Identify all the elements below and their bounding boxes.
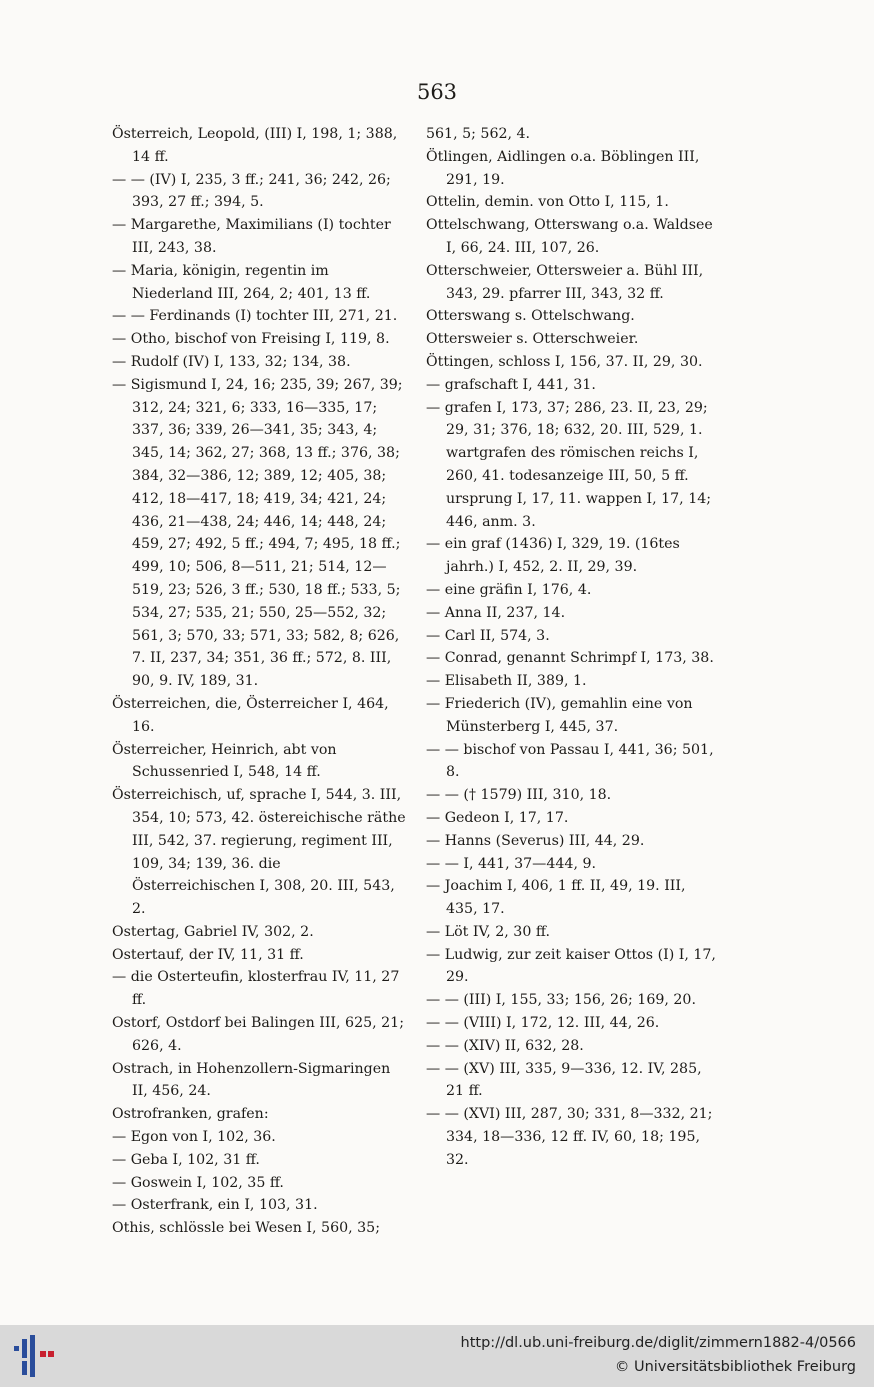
index-entry: — — (XIV) II, 632, 28. — [426, 1037, 584, 1054]
index-entry: Ostorf, Ostdorf bei Balingen III, 625, 21; 626, 4. — [112, 1015, 404, 1054]
index-entry: — — (VIII) I, 172, 12. III, 44, 26. — [426, 1015, 660, 1032]
index-column-left — [112, 123, 406, 1240]
index-entry: — — (III) I, 155, 33; 156, 26; 169, 20. — [426, 992, 696, 1009]
index-entry: Österreich, Leopold, (III) I, 198, 1; 388, 14 ff. — [112, 126, 398, 165]
index-entry: Ostertag, Gabriel IV, 302, 2. — [112, 923, 314, 940]
index-entry: — Egon von I, 102, 36. — [112, 1129, 276, 1146]
index-entry: Ottersweier s. Otterschweier. — [426, 331, 639, 348]
footer-bar — [0, 1325, 874, 1387]
index-entry: — Gedeon I, 17, 17. — [426, 809, 569, 826]
index-entry: — Maria, königin, regentin im Niederland III, 264, 2; 401, 13 ff. — [112, 262, 371, 302]
index-entry: Öttingen, schloss I, 156, 37. II, 29, 30. — [426, 353, 703, 370]
index-entry: Ötlingen, Aidlingen o.a. Böblingen III, 291, 19. — [426, 148, 700, 188]
source-url[interactable]: http://dl.ub.uni-freiburg.de/diglit/zimmern1882-4/0566 — [460, 1335, 856, 1351]
index-entry: — Conrad, genannt Schrimpf I, 173, 38. — [426, 650, 714, 667]
index-entry: — Ludwig, zur zeit kaiser Ottos (I) I, 17, 29. — [426, 946, 716, 986]
index-entry: — Rudolf (IV) I, 133, 32; 134, 38. — [112, 353, 351, 370]
index-entry: Otterschweier, Ottersweier a. Bühl III, 343, 29. pfarrer III, 343, 32 ff. — [426, 262, 704, 302]
index-entry: 561, 5; 562, 4. — [426, 126, 531, 142]
index-entry: — Anna II, 237, 14. — [426, 604, 566, 621]
index-entry: Ostrofranken, grafen: — [112, 1106, 269, 1123]
index-entry: — Joachim I, 406, 1 ff. II, 49, 19. III, 435, 17. — [426, 878, 686, 918]
index-entry: — — (XV) III, 335, 9—336, 12. IV, 285, 21 ff. — [426, 1060, 702, 1100]
index-entry: Otterswang s. Ottelschwang. — [426, 308, 635, 325]
index-entry: — Hanns (Severus) III, 44, 29. — [426, 832, 645, 849]
index-entry: Othis, schlössle bei Wesen I, 560, 35; — [112, 1220, 380, 1237]
index-entry: — — Ferdinands (I) tochter III, 271, 21. — [112, 308, 398, 325]
index-entry: — Friederich (IV), gemahlin eine von Münsterberg I, 445, 37. — [426, 695, 693, 735]
index-entry: — — I, 441, 37—444, 9. — [426, 855, 596, 872]
index-entry: — Margarethe, Maximilians (I) tochter III, 243, 38. — [112, 217, 391, 256]
index-entry: Ostertauf, der IV, 11, 31 ff. — [112, 946, 304, 963]
index-entry: Österreichisch, uf, sprache I, 544, 3. III, 354, 10; 573, 42. östereichische räthe III, 542, 37. regierung, regiment III, 109, 34; 139, 36. die Österreichischen I, 308, 20. III, 543, 2. — [112, 787, 406, 918]
index-entry: — Osterfrank, ein I, 103, 31. — [112, 1197, 318, 1214]
page-number: 563 — [416, 80, 458, 104]
index-entry: — — bischof von Passau I, 441, 36; 501, 8. — [426, 741, 714, 781]
index-entry: Österreichen, die, Österreicher I, 464, 16. — [112, 695, 389, 735]
index-entry: — die Osterteufin, klosterfrau IV, 11, 27 ff. — [112, 969, 400, 1009]
index-entry: — Geba I, 102, 31 ff. — [112, 1151, 260, 1168]
index-entry: — eine gräfin I, 176, 4. — [426, 581, 592, 598]
ub-freiburg-logo-icon — [12, 1333, 56, 1379]
copyright-notice: © Universitätsbibliothek Freiburg — [614, 1359, 856, 1375]
index-entry: — Carl II, 574, 3. — [426, 627, 550, 644]
index-entry: — ein graf (1436) I, 329, 19. (16tes jahrh.) I, 452, 2. II, 29, 39. — [426, 536, 680, 576]
index-entry: Ostrach, in Hohenzollern-Sigmaringen II, 456, 24. — [112, 1060, 391, 1100]
index-entry: — Löt IV, 2, 30 ff. — [426, 923, 550, 940]
index-entry: Ottelin, demin. von Otto I, 115, 1. — [426, 194, 669, 211]
index-entry: — — (XVI) III, 287, 30; 331, 8—332, 21; 334, 18—336, 12 ff. IV, 60, 18; 195, 32. — [426, 1106, 713, 1168]
index-entry: — grafschaft I, 441, 31. — [426, 376, 596, 393]
index-entry: — — (IV) I, 235, 3 ff.; 241, 36; 242, 26; 393, 27 ff.; 394, 5. — [112, 171, 391, 211]
index-entry: — Sigismund I, 24, 16; 235, 39; 267, 39; 312, 24; 321, 6; 333, 16—335, 17; 337, 36; 339, 26—341, 35; 343, 4; 345, 14; 362, 27; 368, 13 ff.; 376, 38; 384, 32—386, 12; 389, 12; 405, 38; 412, 18—417, 18; 419, 34; 421, 24; 436, 21—438, 24; 446, 14; 448, 24; 459, 27; 492, 5 ff.; 494, 7; 495, 18 ff.; 499, 10; 506, 8—511, 21; 514, 12—519, 23; 526, 3 ff.; 530, 18 ff.; 533, 5; 534, 27; 535, 21; 550, 25—552, 32; 561, 3; 570, 33; 571, 33; 582, 8; 626, 7. II, 237, 34; 351, 36 ff.; 572, 8. III, 90, 9. IV, 189, 31. — [112, 376, 403, 690]
index-entry: — grafen I, 173, 37; 286, 23. II, 23, 29; 29, 31; 376, 18; 632, 20. III, 529, 1. wartgrafen des römischen reichs I, 260, 41. todesanzeige III, 50, 5 ff. ursprung I, 17, 11. wappen I, 17, 14; 446, anm. 3. — [426, 399, 712, 530]
index-entry: — Goswein I, 102, 35 ff. — [112, 1174, 284, 1191]
index-entry: Ottelschwang, Otterswang o.a. Waldsee I, 66, 24. III, 107, 26. — [426, 217, 713, 256]
index-entry: — Otho, bischof von Freising I, 119, 8. — [112, 331, 390, 348]
index-entry: Österreicher, Heinrich, abt von Schussenried I, 548, 14 ff. — [112, 741, 337, 781]
index-entry: — — († 1579) III, 310, 18. — [426, 787, 612, 804]
index-entry: — Elisabeth II, 389, 1. — [426, 673, 587, 690]
index-column-right — [426, 123, 716, 1172]
